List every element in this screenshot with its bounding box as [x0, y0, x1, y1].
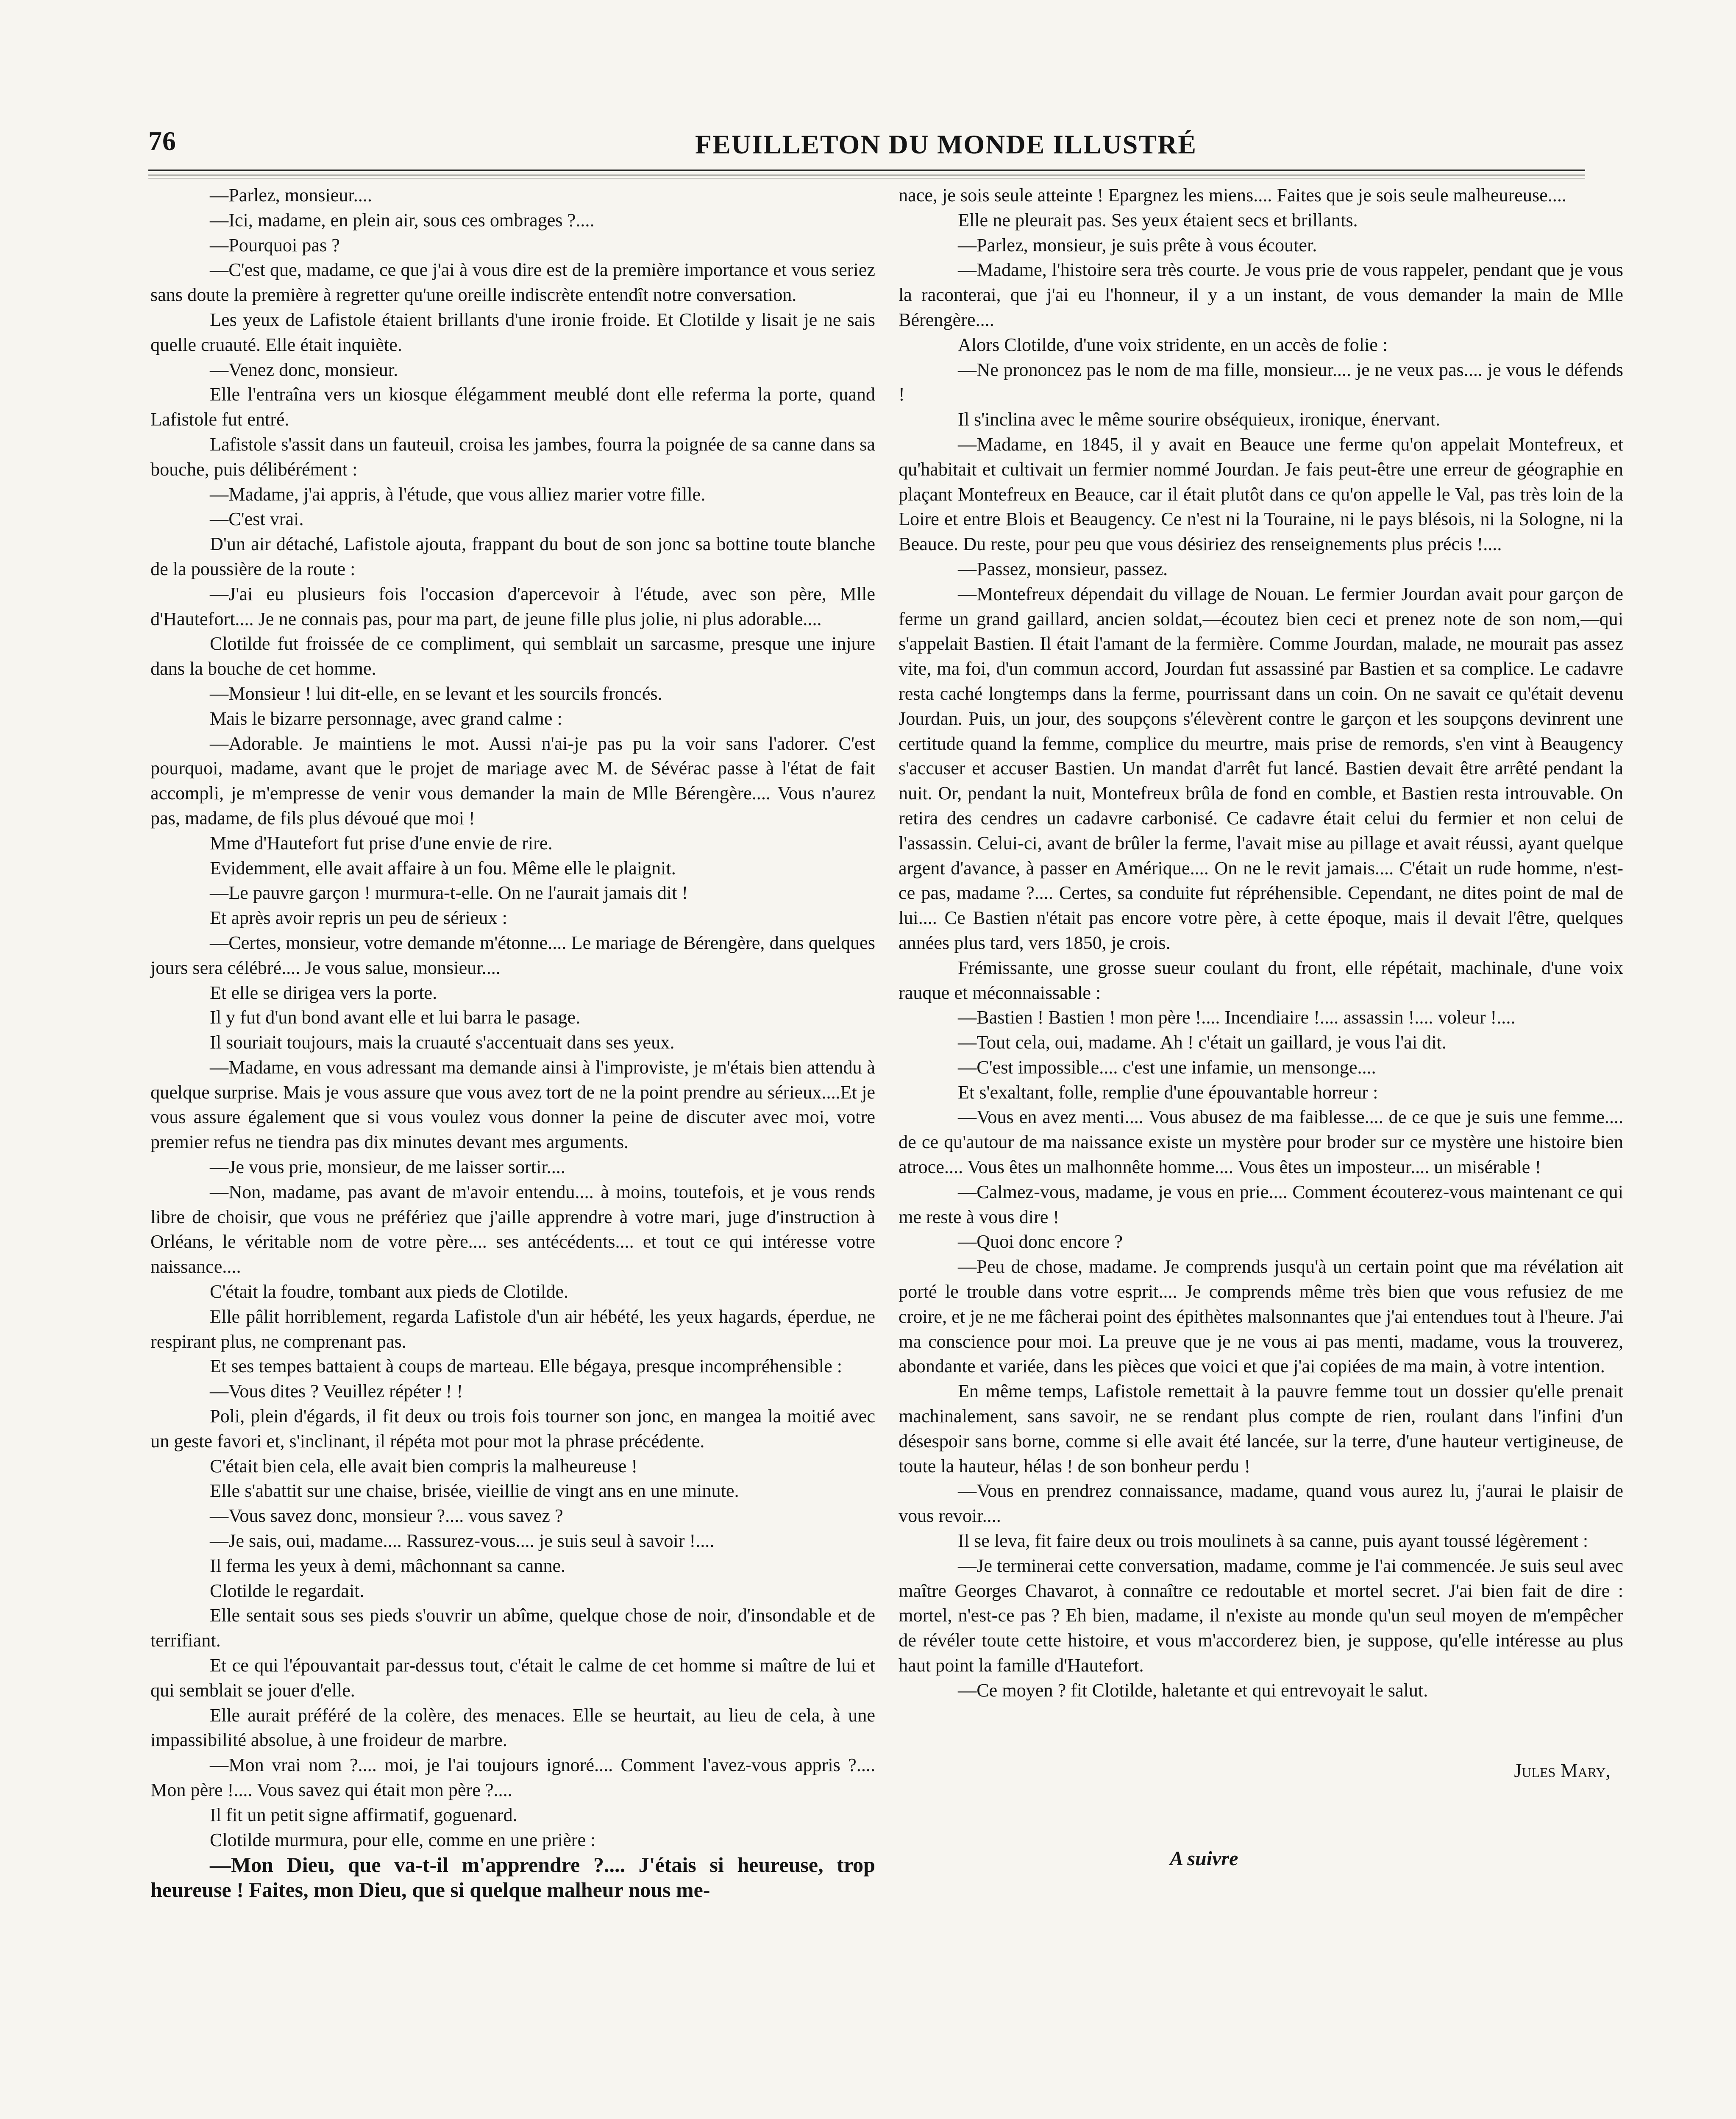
paragraph: —Venez donc, monsieur.: [210, 359, 398, 380]
paragraph: C'était la foudre, tombant aux pieds de Clotilde.: [210, 1281, 569, 1302]
paragraph: —Je terminerai cette conversation, madame, comme je l'ai commencée. Je suis seul avec maître Georges Chavarot, à connaître ce redoutable et mortel secret. J'ai bien fait de dire : mortel, n'est-ce pas ? Eh bien, madame, il n'existe au monde qu'un seul moyen de m'empêcher de révéler toute cette histoire, et vous m'accorderez bien, je suppose, qu'elle intéresse au plus haut point la famille d'Hautefort.: [899, 1555, 1623, 1676]
paragraph: —Adorable. Je maintiens le mot. Aussi n'ai-je pas pu la voir sans l'adorer. C'est pourquoi, madame, avant que le projet de mariage avec M. de Sévérac passe à l'état de fait accompli, je m'empresse de venir vous demander la main de Mlle Bérengère.... Vous n'aurez pas, madame, de fils plus dévoué que moi !: [150, 733, 875, 829]
paragraph: —Madame, en vous adressant ma demande ainsi à l'improviste, je m'étais bien attendu à quelque surprise. Mais je vous assure que vous avez tort de ne la point prendre au sérieux....Et je vous assure également que si vous voulez vous donner la peine de discuter avec moi, votre premier refus ne tiendra pas dix minutes devant mes arguments.: [150, 1057, 875, 1153]
paragraph: Il souriait toujours, mais la cruauté s'accentuait dans ses yeux.: [210, 1032, 675, 1053]
paragraph: Mme d'Hautefort fut prise d'une envie de rire.: [210, 832, 553, 854]
paragraph: —Bastien ! Bastien ! mon père !.... Incendiaire !.... assassin !.... voleur !....: [958, 1007, 1516, 1028]
paragraph: Il se leva, fit faire deux ou trois moulinets à sa canne, puis ayant toussé légèrement :: [958, 1530, 1589, 1552]
paragraph: —Mon Dieu, que va-t-il m'apprendre ?.... J'étais si heureuse, trop heureuse ! Faites, mon Dieu, que si quelque malheur nous me-: [150, 1853, 875, 1902]
paragraph: Frémissante, une grosse sueur coulant du front, elle répétait, machinale, d'une voix rauque et méconnaissable :: [899, 957, 1623, 1003]
paragraph: Et après avoir repris un peu de sérieux :: [210, 907, 507, 929]
paragraph: —Madame, en 1845, il y avait en Beauce une ferme qu'on appelait Montefreux, et qu'habitait et cultivait un fermier nommé Jourdan. Je fais peut-être une erreur de géographie en plaçant Montefreux en Beauce, car il était plutôt dans ce qu'on appelle le Val, pas très loin de la Loire et entre Blois et Beaugency. Ce n'est ni la Touraine, ni le pays blésois, ni la Sologne, ni la Beauce. Du reste, pour peu que vous désiriez des renseignements plus précis !....: [899, 434, 1623, 555]
paragraph: —Peu de chose, madame. Je comprends jusqu'à un certain point que ma révélation ait porté le trouble dans votre esprit.... Je comprends même très bien que vous refusiez de me croire, et je ne me fâcherai point des épithètes malsonnantes que j'ai entendues tout à l'heure. J'ai ma conscience pour moi. La preuve que je ne vous ai pas menti, madame, vous la trouverez, abondante et variée, dans les pièces que voici et que j'ai copiées de ma main, à votre intention.: [899, 1256, 1623, 1377]
paragraph: Lafistole s'assit dans un fauteuil, croisa les jambes, fourra la poignée de sa canne dans sa bouche, puis délibérément :: [150, 434, 875, 480]
paragraph: —Pourquoi pas ?: [210, 234, 340, 256]
right-column: [899, 183, 1623, 1872]
paragraph: D'un air détaché, Lafistole ajouta, frappant du bout de son jonc sa bottine toute blanche de la poussière de la route :: [150, 534, 875, 579]
paragraph: —Ce moyen ? fit Clotilde, haletante et qui entrevoyait le salut.: [958, 1680, 1428, 1701]
paragraph: —Vous en prendrez connaissance, madame, quand vous aurez lu, j'aurai le plaisir de vous revoir....: [899, 1480, 1623, 1527]
paragraph: Et elle se dirigea vers la porte.: [210, 982, 437, 1003]
paragraph: —Madame, l'histoire sera très courte. Je vous prie de vous rappeler, pendant que je vous la raconterai, que j'ai eu l'honneur, il y a un instant, de vous demander la main de Mlle Bérengère....: [899, 259, 1623, 330]
paragraph: Et ses tempes battaient à coups de marteau. Elle bégaya, presque incompréhensible :: [210, 1356, 843, 1377]
paragraph: —Ici, madame, en plein air, sous ces ombrages ?....: [210, 209, 595, 231]
paragraph: Il fit un petit signe affirmatif, goguenard.: [210, 1804, 517, 1825]
paragraph: —Vous dites ? Veuillez répéter ! !: [210, 1381, 463, 1402]
paragraph: Il y fut d'un bond avant elle et lui barra le pasage.: [210, 1007, 581, 1028]
paragraph: Et ce qui l'épouvantait par-dessus tout, c'était le calme de cet homme si maître de lui et qui semblait se jouer d'elle.: [150, 1655, 875, 1701]
paragraph: —Mon vrai nom ?.... moi, je l'ai toujours ignoré.... Comment l'avez-vous appris ?.... Mon père !.... Vous savez qui était mon père ?....: [150, 1755, 875, 1800]
paragraph: —C'est vrai.: [210, 509, 304, 530]
paragraph: Mais le bizarre personnage, avec grand calme :: [210, 708, 562, 729]
paragraph: Il s'inclina avec le même sourire obséquieux, ironique, énervant.: [958, 409, 1441, 430]
paragraph: —Vous en avez menti.... Vous abusez de ma faiblesse.... de ce que je suis une femme.... de ce qu'autour de ma naissance existe un mystère pour broder sur ce mystère une histoire bien atroce.... Vous êtes un malhonnête homme.... Vous êtes un imposteur.... un misérable !: [899, 1107, 1623, 1178]
paragraph: Les yeux de Lafistole étaient brillants d'une ironie froide. Et Clotilde y lisait je ne sais quelle cruauté. Elle était inquiète.: [150, 309, 875, 355]
paragraph: Clotilde murmura, pour elle, comme en une prière :: [210, 1829, 596, 1850]
author-signature: Jules Mary,: [1514, 1759, 1611, 1781]
paragraph: Evidemment, elle avait affaire à un fou. Même elle le plaignit.: [210, 857, 676, 879]
paragraph: —Monsieur ! lui dit-elle, en se levant et les sourcils froncés.: [210, 683, 662, 704]
paragraph: —Montefreux dépendait du village de Nouan. Le fermier Jourdan avait pour garçon de ferme un grand gaillard, ancien soldat,—écoutez bien ceci et prenez note de son nom,—qui s'appelait Bastien. Il était l'amant de la fermière. Comme Jourdan, malade, ne mourait pas assez vite, ma foi, d'un commun accord, Jourdan fut assassiné par Bastien et sa complice. Le cadavre resta caché longtemps dans la ferme, pourrissant dans un coin. On ne savait ce qu'était devenu Jourdan. Puis, un jour, des soupçons s'élevèrent contre le garçon et les soupçons devinrent une certitude quand la femme, complice du meurtre, mais prise de remords, s'en vint à Beaugency s'accuser et accuser Bastien. Un mandat d'arrêt fut lancé. Bastien devait être arrêté pendant la nuit. Or, pendant la nuit, Montefreux brûla de fond en comble, et Bastien resta introuvable. On retira des cendres un cadavre carbonisé. Ce cadavre était celui du fermier et non celui de l'assassin. Celui-ci, avant de brûler la ferme, l'avait mise au pillage et avait réussi, ayant quelque argent d'avance, à passer en Amérique.... On ne le revit jamais.... C'était un rude homme, n'est-ce pas, madame ?.... Certes, sa conduite fut répréhensible. Cependant, ne dites point de mal de lui.... Ce Bastien n'était pas encore votre père, à cette époque, mais il devait l'être, quelques années plus tard, vers 1850, je crois.: [899, 583, 1623, 953]
paragraph: —Madame, j'ai appris, à l'étude, que vous alliez marier votre fille.: [210, 484, 706, 505]
paragraph: —Je vous prie, monsieur, de me laisser sortir....: [210, 1157, 565, 1178]
paragraph: Elle l'entraîna vers un kiosque élégamment meublé dont elle referma la porte, quand Lafistole fut entré.: [150, 384, 875, 430]
paragraph: —J'ai eu plusieurs fois l'occasion d'apercevoir à l'étude, avec son père, Mlle d'Hautefort.... Je ne connais pas, pour ma part, de jeune fille plus jolie, ni plus adorable....: [150, 583, 875, 629]
paragraph: —Passez, monsieur, passez.: [958, 558, 1168, 579]
paragraph: —Non, madame, pas avant de m'avoir entendu.... à moins, toutefois, et je vous rends libre de choisir, que vous ne préfériez que j'aille apprendre à votre mari, juge d'instruction à Orléans, le véritable nom de votre père.... ses antécédents.... et tout ce qui intéresse votre naissance....: [150, 1181, 875, 1277]
paragraph: C'était bien cela, elle avait bien compris la malheureuse !: [210, 1455, 638, 1477]
paragraph: —Vous savez donc, monsieur ?.... vous savez ?: [210, 1505, 563, 1527]
paragraph: —Certes, monsieur, votre demande m'étonne.... Le mariage de Bérengère, dans quelques jours sera célébré.... Je vous salue, monsieur....: [150, 932, 875, 978]
paragraph: Clotilde fut froissée de ce compliment, qui semblait un sarcasme, presque une injure dans la bouche de cet homme.: [150, 633, 875, 679]
paragraph: Alors Clotilde, d'une voix stridente, en un accès de folie :: [958, 334, 1388, 355]
header-rule: [148, 170, 1585, 171]
paragraph: Elle s'abattit sur une chaise, brisée, vieillie de vingt ans en une minute.: [210, 1480, 739, 1502]
to-be-continued: A suivre: [1170, 1847, 1238, 1870]
paragraph: —C'est que, madame, ce que j'ai à vous dire est de la première importance et vous seriez sans doute la première à regretter qu'une oreille indiscrète entendît notre conversation.: [150, 259, 875, 306]
right-column-paragraphs: [899, 183, 1623, 1703]
paragraph: Clotilde le regardait.: [210, 1580, 364, 1601]
paragraph: En même temps, Lafistole remettait à la pauvre femme tout un dossier qu'elle prenait machinalement, sans savoir, ne se rendant plus compte de rien, roulant dans l'infini d'un désespoir sans borne, comme si elle avait été lancée, sur la terre, d'une hauteur vertigineuse, de toute la hauteur, hélas ! de son bonheur perdu !: [899, 1381, 1623, 1477]
left-column: [150, 183, 875, 1902]
paragraph: Elle aurait préféré de la colère, des menaces. Elle se heurtait, au lieu de cela, à une impassibilité absolue, à une froideur de marbre.: [150, 1705, 875, 1751]
paragraph: —Ne prononcez pas le nom de ma fille, monsieur.... je ne veux pas.... je vous le défends !: [899, 359, 1623, 405]
paragraph: —Parlez, monsieur....: [210, 185, 372, 206]
paragraph: Et s'exaltant, folle, remplie d'une épouvantable horreur :: [958, 1082, 1378, 1103]
paragraph: —Parlez, monsieur, je suis prête à vous écouter.: [958, 234, 1317, 256]
paragraph: Elle pâlit horriblement, regarda Lafistole d'un air hébété, les yeux hagards, éperdue, ne respirant plus, ne comprenant pas.: [150, 1306, 875, 1352]
page-header-title: FEUILLETON DU MONDE ILLUSTRÉ: [695, 129, 1197, 159]
paragraph: nace, je sois seule atteinte ! Epargnez les miens.... Faites que je sois seule malheureuse....: [899, 185, 1566, 206]
paragraph: —Calmez-vous, madame, je vous en prie.... Comment écouterez-vous maintenant ce qui me reste à vous dire !: [899, 1181, 1623, 1227]
paragraph: —Le pauvre garçon ! murmura-t-elle. On ne l'aurait jamais dit !: [210, 882, 688, 904]
paragraph: —C'est impossible.... c'est une infamie, un mensonge....: [958, 1057, 1376, 1078]
paragraph: Il ferma les yeux à demi, mâchonnant sa canne.: [210, 1555, 566, 1576]
paragraph: Elle sentait sous ses pieds s'ouvrir un abîme, quelque chose de noir, d'insondable et de terrifiant.: [150, 1605, 875, 1651]
page-number: 76: [148, 126, 176, 156]
paragraph: Poli, plein d'égards, il fit deux ou trois fois tourner son jonc, en mangea la moitié avec un geste favori et, s'inclinant, il répéta mot pour mot la phrase précédente.: [150, 1406, 875, 1452]
paragraph: Elle ne pleurait pas. Ses yeux étaient secs et brillants.: [958, 209, 1358, 231]
paragraph: —Quoi donc encore ?: [958, 1231, 1123, 1252]
paragraph: —Je sais, oui, madame.... Rassurez-vous.... je suis seul à savoir !....: [210, 1530, 715, 1552]
paragraph: —Tout cela, oui, madame. Ah ! c'était un gaillard, je vous l'ai dit.: [958, 1032, 1447, 1053]
